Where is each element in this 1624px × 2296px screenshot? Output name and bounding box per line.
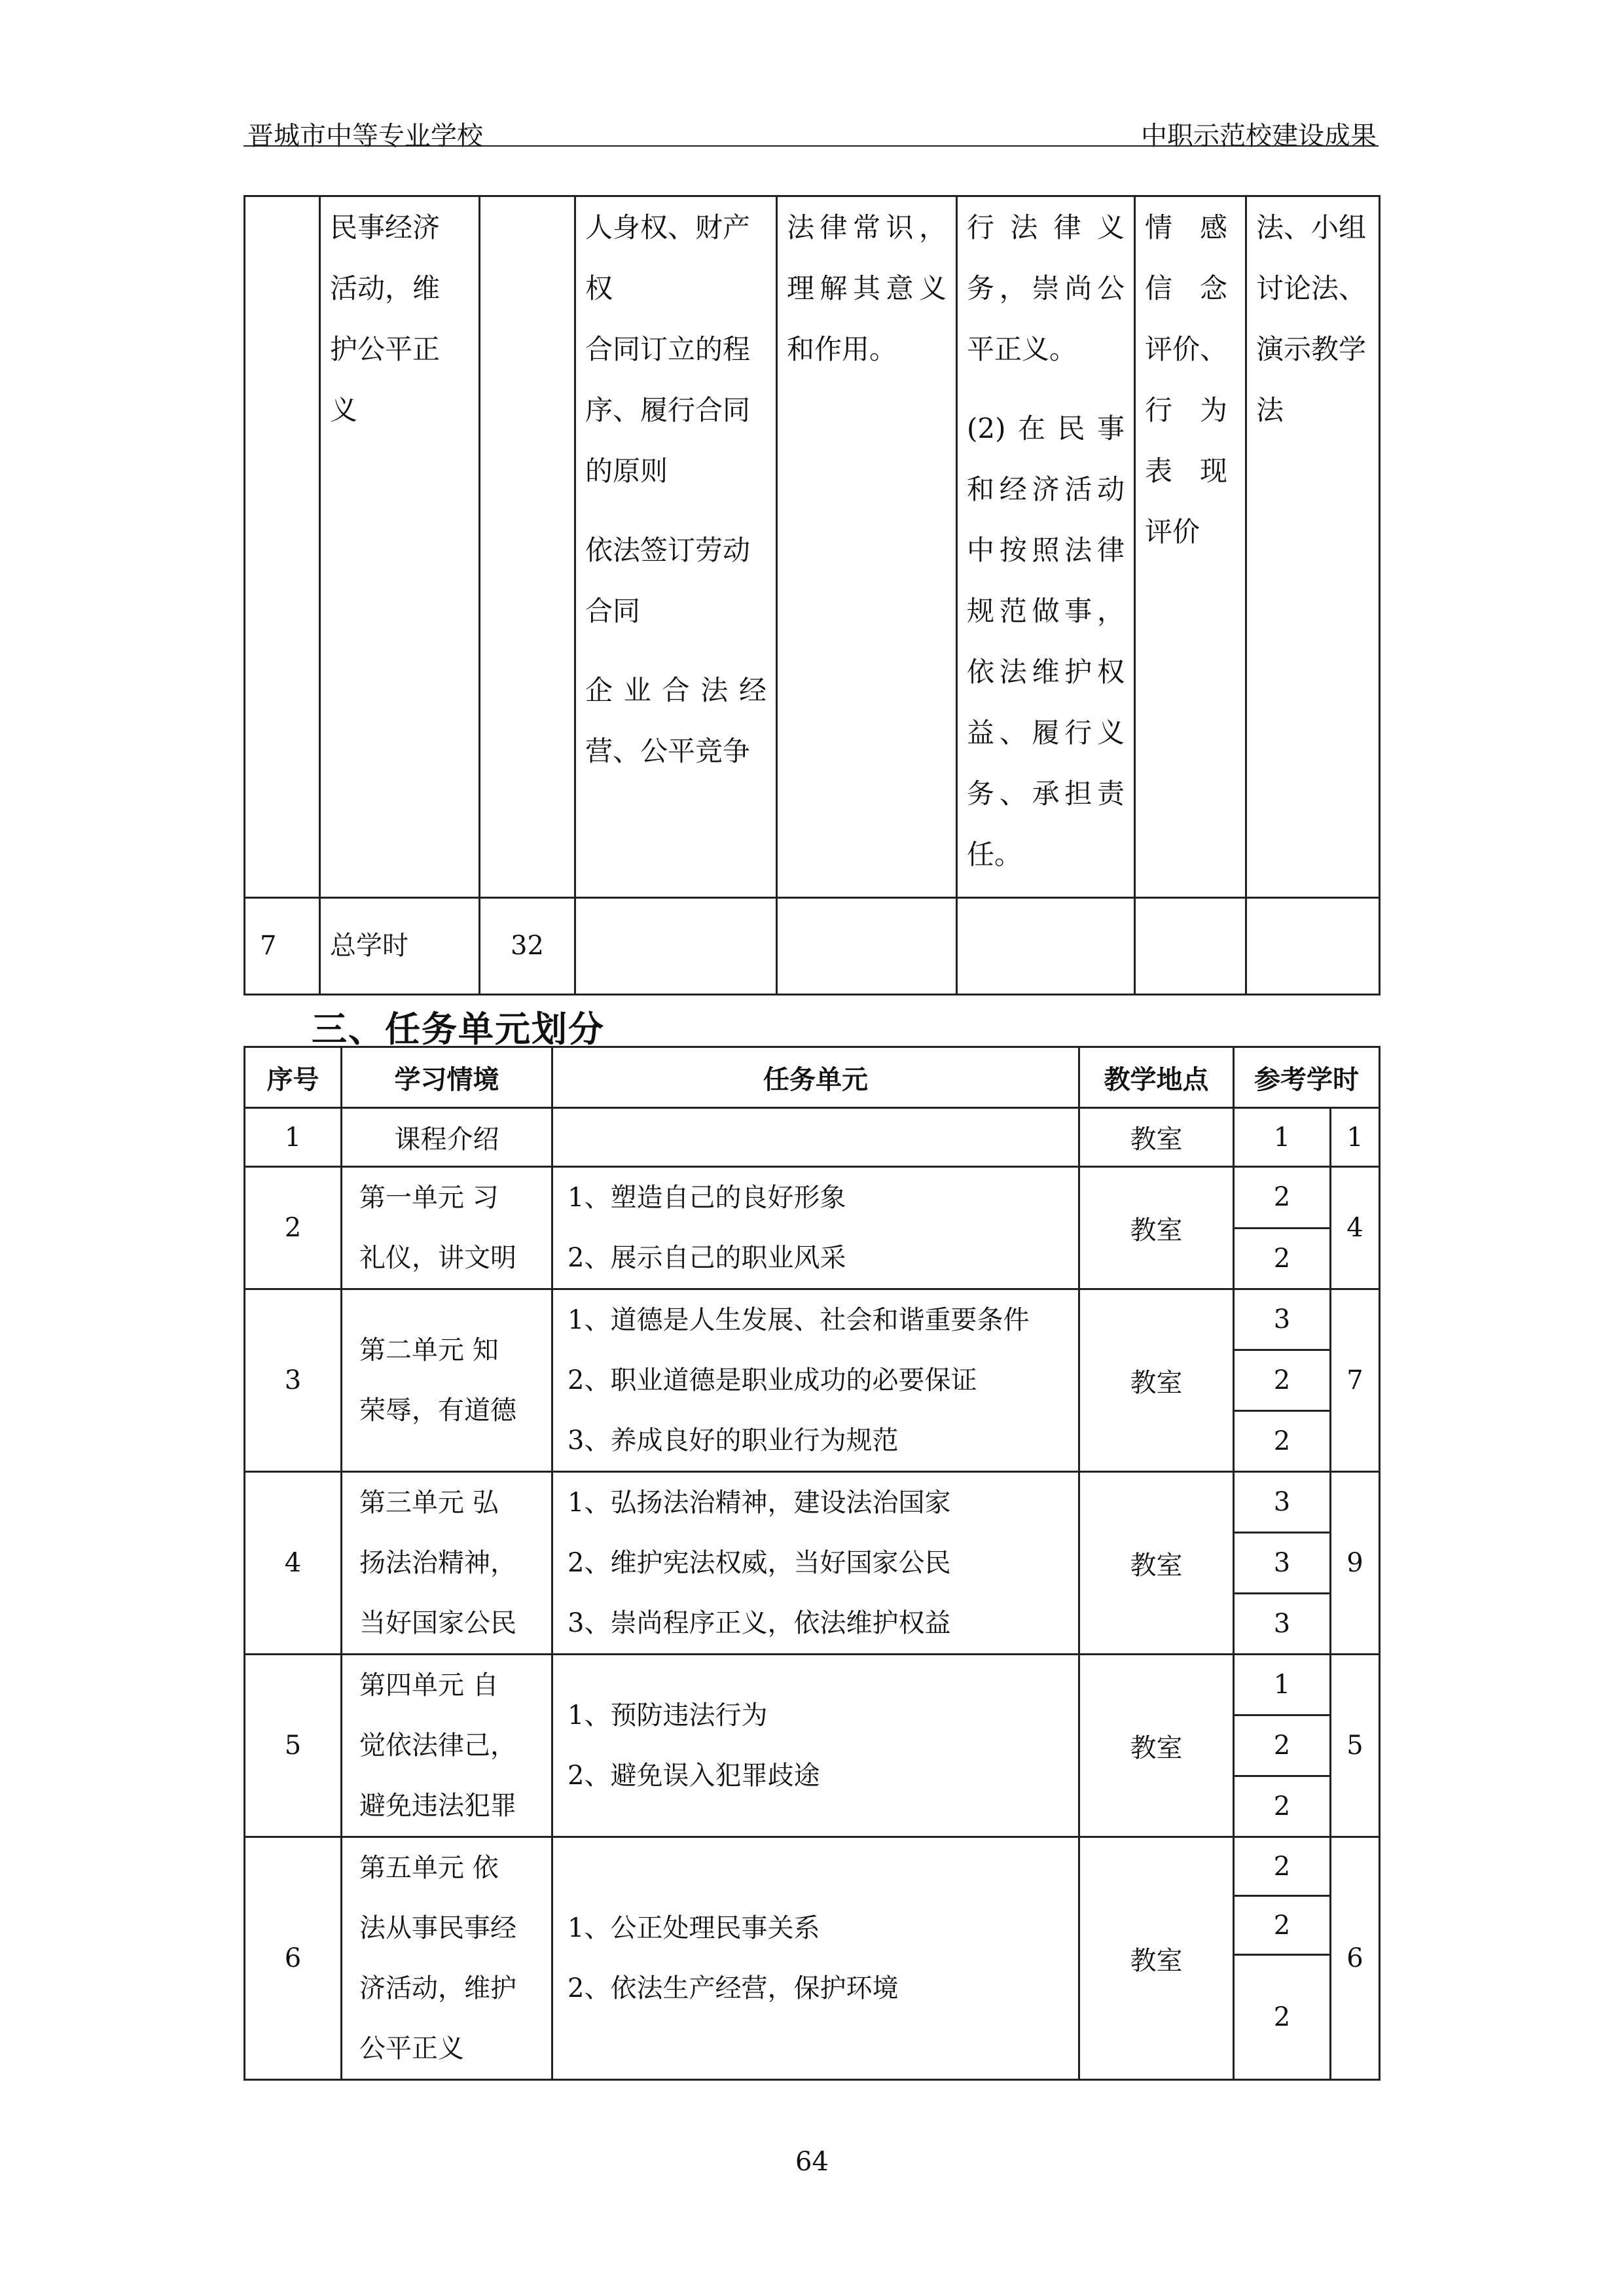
- cell-line: 人身权、财产: [585, 211, 751, 243]
- task-line: 1、塑造自己的良好形象: [568, 1183, 846, 1213]
- row-location: 教室: [1079, 1837, 1234, 2080]
- methods-cell: [1246, 196, 1380, 898]
- cell-line: 表 现: [1145, 455, 1228, 487]
- cell-line: 和经济活动: [967, 473, 1125, 505]
- cell-line: 营、公平竞争: [585, 735, 751, 767]
- task-line: 3、养成良好的职业行为规范: [568, 1426, 899, 1456]
- cell-line: 讨论法、: [1256, 272, 1367, 304]
- task-line: 2、职业道德是职业成功的必要保证: [568, 1365, 977, 1395]
- task-line: 2、避免误入犯罪歧途: [568, 1761, 820, 1791]
- cell-line: 企业合法经: [585, 674, 767, 706]
- page-number: 64: [795, 2147, 829, 2177]
- task-line: 2、维护宪法权威，当好国家公民: [568, 1548, 951, 1578]
- cell-line: 中按照法律: [967, 534, 1125, 566]
- row-situation: [342, 1289, 552, 1472]
- situation-line: 礼仪，讲文明: [359, 1243, 516, 1273]
- header-tasks: 任务单元: [552, 1047, 1079, 1108]
- task-line: 3、崇尚程序正义，依法维护权益: [568, 1608, 951, 1638]
- curriculum-table-continued: [244, 195, 1380, 996]
- table-row: [245, 196, 1380, 898]
- header-project-title: 中职示范校建设成果: [1141, 121, 1377, 151]
- table-row: [245, 1289, 1380, 1350]
- row-total: 6: [1331, 1837, 1380, 2080]
- empty-cell: [1135, 898, 1246, 995]
- cell-line: 理解其意义: [787, 272, 947, 304]
- cell-line: 合同: [585, 595, 641, 627]
- situation-line: 扬法治精神，: [359, 1548, 516, 1578]
- row-location: 教室: [1079, 1289, 1234, 1472]
- row-index: 5: [245, 1655, 342, 1837]
- cell-line: (2)在民事: [967, 412, 1125, 444]
- row-location: 教室: [1079, 1108, 1234, 1167]
- situation-line: 法从事民事经: [359, 1913, 516, 1943]
- cell-line: 法: [1256, 394, 1284, 426]
- cell-line: 合同订立的程: [585, 333, 751, 365]
- row-situation: [342, 1472, 552, 1655]
- row-hours: 2: [1234, 1896, 1331, 1955]
- row-hours: 2: [1234, 1715, 1331, 1776]
- situation-line: 第三单元 弘: [359, 1488, 499, 1518]
- task-line: 2、展示自己的职业风采: [568, 1243, 846, 1273]
- cell-line: 依法签订劳动: [585, 534, 751, 566]
- header-school-name: 晋城市中等专业学校: [247, 121, 483, 151]
- row-hours: 2: [1234, 1228, 1331, 1289]
- situation-line: 避免违法犯罪: [359, 1791, 516, 1821]
- header-location: 教学地点: [1079, 1047, 1234, 1108]
- row-hours: 3: [1234, 1533, 1331, 1594]
- row-total: 7: [1331, 1289, 1380, 1472]
- row-hours: 2: [1234, 1955, 1331, 2080]
- row-index: 1: [245, 1108, 342, 1167]
- row-total: 1: [1331, 1108, 1380, 1167]
- task-line: 1、弘扬法治精神，建设法治国家: [568, 1488, 951, 1518]
- table-row: [245, 1472, 1380, 1533]
- table-row: [245, 1655, 1380, 1715]
- cell-line: 权: [585, 272, 613, 304]
- situation-cell: [320, 196, 480, 898]
- empty-cell: [575, 898, 777, 995]
- cell-line: 务、承担责: [967, 778, 1125, 810]
- cell-line: 义: [330, 394, 358, 426]
- row-index: 6: [245, 1837, 342, 2080]
- situation-line: 觉依法律己，: [359, 1731, 516, 1761]
- row-hours: 3: [1234, 1594, 1331, 1655]
- row-total: 9: [1331, 1472, 1380, 1655]
- task-line: 1、公正处理民事关系: [568, 1913, 820, 1943]
- situation-line: 荣辱，有道德: [359, 1395, 516, 1426]
- row-tasks: [552, 1289, 1079, 1472]
- row-hours: 2: [1234, 1350, 1331, 1411]
- empty-cell: [1246, 898, 1380, 995]
- row-index: 4: [245, 1472, 342, 1655]
- row-hours: 2: [1234, 1776, 1331, 1837]
- empty-cell: [777, 898, 957, 995]
- cell-line: 行 为: [1145, 394, 1228, 426]
- task-line: 1、预防违法行为: [568, 1700, 768, 1731]
- row-tasks: [552, 1837, 1079, 2080]
- content-cell: [575, 196, 777, 898]
- total-row-index: 7: [245, 898, 320, 995]
- row-tasks: [552, 1472, 1079, 1655]
- table-row: [245, 1167, 1380, 1229]
- cell-line: 活动，维: [330, 272, 441, 304]
- row-tasks: [552, 1655, 1079, 1837]
- row-location: 教室: [1079, 1655, 1234, 1837]
- knowledge-cell: [777, 196, 957, 898]
- row-total: 4: [1331, 1167, 1380, 1289]
- situation-line: 济活动，维护: [359, 1973, 516, 2003]
- header-index: 序号: [245, 1047, 342, 1108]
- row-situation: [342, 1655, 552, 1837]
- row-index-cell: [245, 196, 320, 898]
- cell-line: 任。: [967, 838, 1022, 870]
- cell-line: 评价、: [1145, 333, 1228, 365]
- row-situation: [342, 1837, 552, 2080]
- header-situation: 学习情境: [342, 1047, 552, 1108]
- task-line: 1、道德是人生发展、社会和谐重要条件: [568, 1305, 1030, 1335]
- situation-line: 第二单元 知: [359, 1335, 499, 1365]
- cell-line: 信 念: [1145, 272, 1228, 304]
- row-location: 教室: [1079, 1472, 1234, 1655]
- row-index: 3: [245, 1289, 342, 1472]
- cell-line: 情 感: [1145, 211, 1228, 243]
- row-hours: 1: [1234, 1108, 1331, 1167]
- row-hours: 3: [1234, 1289, 1331, 1350]
- empty-cell: [957, 898, 1135, 995]
- cell-line: 平正义。: [967, 333, 1077, 365]
- section-title: 三、任务单元划分: [312, 1009, 605, 1050]
- cell-line: 演示教学: [1256, 333, 1367, 365]
- cell-line: 务，崇尚公: [967, 272, 1125, 304]
- cell-line: 序、履行合同: [585, 394, 751, 426]
- cell-line: 法律常识，: [787, 211, 947, 243]
- table-row: [245, 1837, 1380, 1896]
- header-hours: 参考学时: [1234, 1047, 1380, 1108]
- cell-line: 评价: [1145, 516, 1200, 548]
- situation-line: 第四单元 自: [359, 1670, 499, 1700]
- cell-line: 和作用。: [787, 333, 897, 365]
- cell-line: 法、小组: [1256, 211, 1367, 243]
- row-hours: 3: [1234, 1472, 1331, 1533]
- row-hours: 2: [1234, 1837, 1331, 1896]
- row-hours: 2: [1234, 1167, 1331, 1229]
- situation-line: 第五单元 依: [359, 1853, 499, 1883]
- situation-line: 当好国家公民: [359, 1608, 516, 1638]
- row-situation: [342, 1167, 552, 1289]
- row-location: 教室: [1079, 1167, 1234, 1289]
- total-row-label: 总学时: [320, 898, 480, 995]
- hours-cell: [480, 196, 575, 898]
- header-rule: [244, 145, 1379, 147]
- total-hours-row: [245, 898, 1380, 995]
- cell-line: 行法律义: [967, 211, 1125, 243]
- table-header-row: [245, 1047, 1380, 1108]
- row-total: 5: [1331, 1655, 1380, 1837]
- row-hours: 2: [1234, 1411, 1331, 1472]
- table-row: [245, 1108, 1380, 1167]
- row-situation: 课程介绍: [342, 1108, 552, 1167]
- cell-line: 民事经济: [330, 211, 441, 243]
- cell-line: 护公平正: [330, 333, 441, 365]
- cell-line: 的原则: [585, 455, 668, 487]
- goal-cell: [957, 196, 1135, 898]
- cell-line: 规范做事，: [967, 595, 1125, 627]
- situation-line: 公平正义: [359, 2034, 464, 2064]
- cell-line: 依法维护权: [967, 656, 1125, 688]
- evaluation-cell: [1135, 196, 1246, 898]
- situation-line: 第一单元 习: [359, 1183, 499, 1213]
- task-line: 2、依法生产经营，保护环境: [568, 1973, 899, 2003]
- task-units-table: [244, 1046, 1380, 2081]
- total-row-hours: 32: [480, 898, 575, 995]
- row-tasks: [552, 1108, 1079, 1167]
- row-hours: 1: [1234, 1655, 1331, 1715]
- row-tasks: [552, 1167, 1079, 1289]
- cell-line: 益、履行义: [967, 717, 1125, 749]
- row-index: 2: [245, 1167, 342, 1289]
